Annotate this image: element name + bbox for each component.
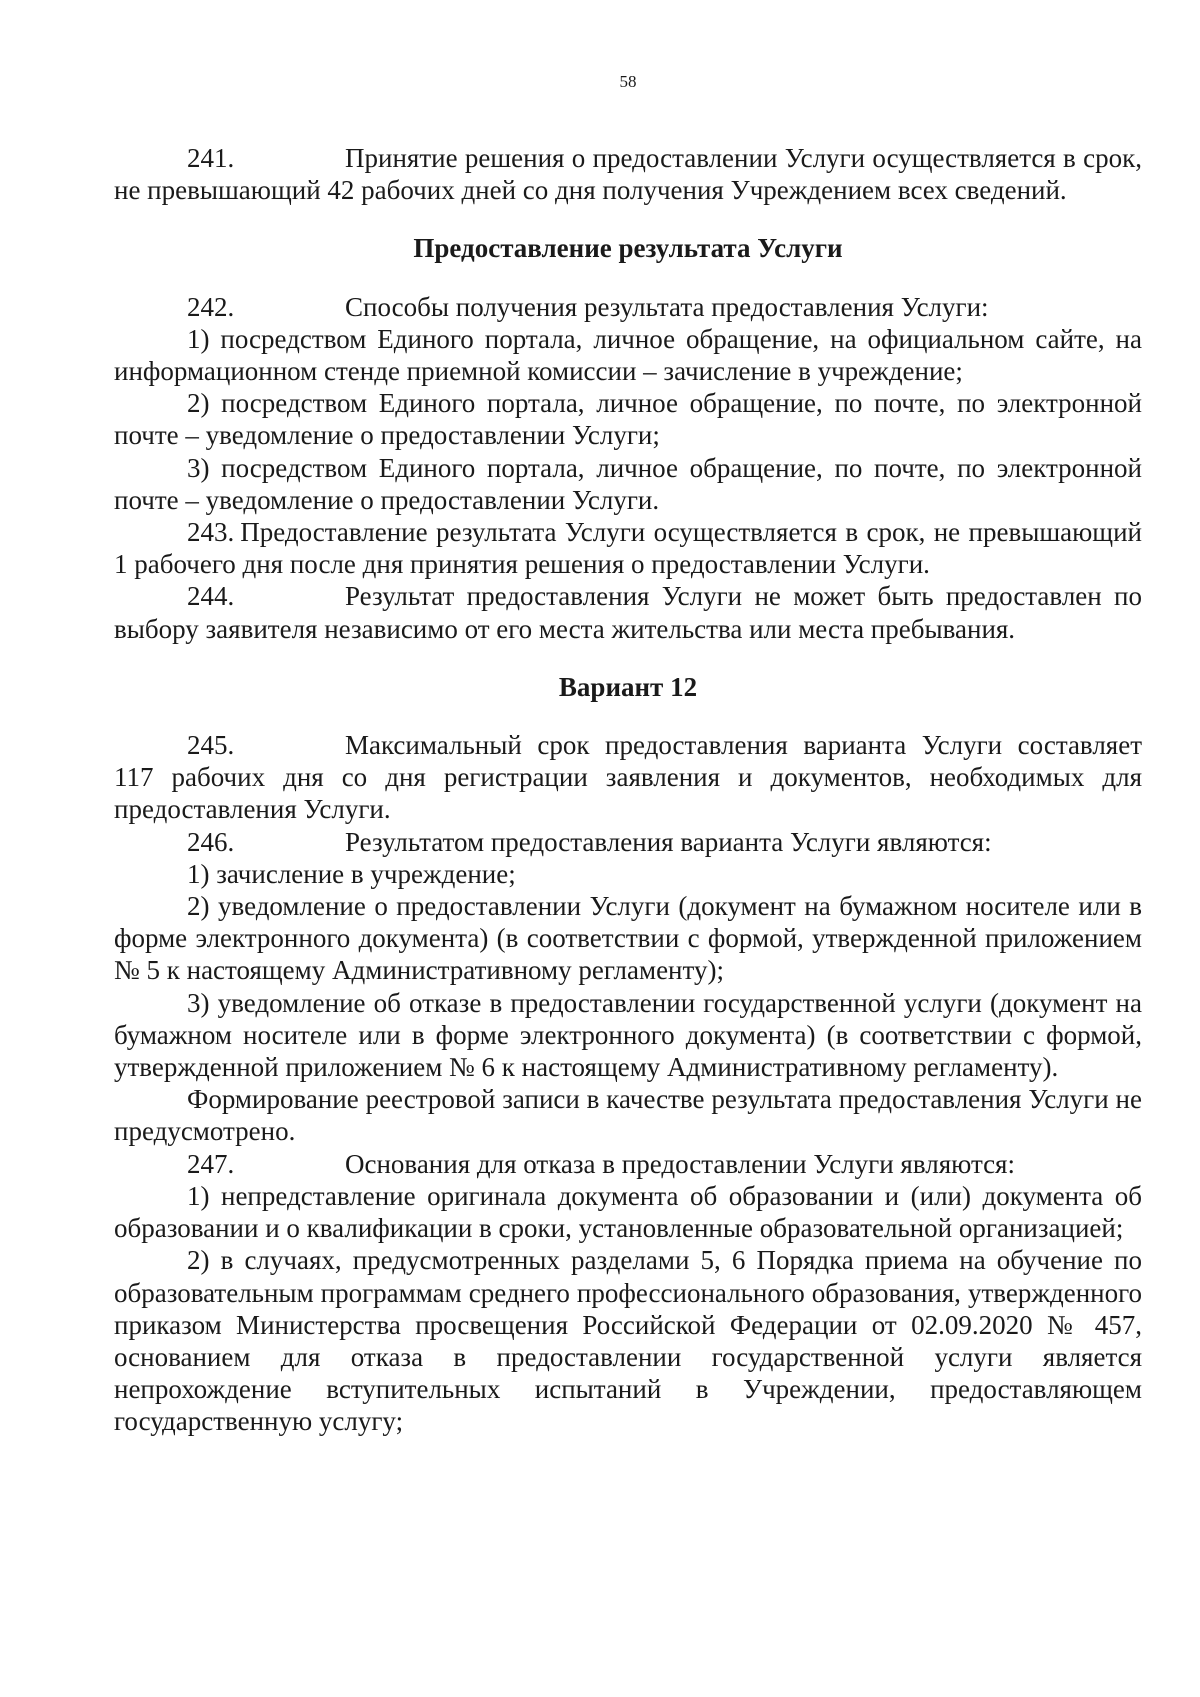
paragraph-text: Предоставление результата Услуги осуществляется в срок, не превышающий 1 рабочего дня после дня принятия решения о предоставлении Услуги. bbox=[114, 517, 1142, 580]
list-item-246-3: 3) уведомление об отказе в предоставлении государственной услуги (документ на бумажном носителе или в форме электронного документа) (в соответствии с формой, утвержденной приложением № 6 к настоящему Административному регламенту). bbox=[114, 987, 1142, 1083]
list-item-242-2: 2) посредством Единого портала, личное обращение, по почте, по электронной почте – уведомление о предоставлении Услуги; bbox=[114, 388, 1142, 451]
list-item-242-3: 3) посредством Единого портала, личное обращение, по почте, по электронной почте – уведомление о предоставлении Услуги. bbox=[114, 452, 1142, 515]
paragraph-text: Результат предоставления Услуги не может быть предоставлен по выбору заявителя независимо от его места жительства или места пребывания. bbox=[114, 581, 1142, 644]
paragraph-245 bbox=[114, 729, 1142, 826]
section-heading-result: Предоставление результата Услуги bbox=[413, 233, 843, 264]
paragraph-text: Результатом предоставления варианта Услуги являются: bbox=[345, 826, 992, 857]
paragraph-246 bbox=[114, 826, 1142, 858]
paragraph-number: 241. bbox=[187, 143, 235, 173]
list-item-242-1: 1) посредством Единого портала, личное обращение, на официальном сайте, на информационном стенде приемной комиссии – зачисление в учреждение; bbox=[114, 323, 1142, 387]
paragraph-text: Принятие решения о предоставлении Услуги осуществляется в срок, не превышающий 42 рабочих дней со дня получения Учреждением всех сведений. bbox=[114, 143, 1142, 206]
paragraph-247 bbox=[114, 1148, 1142, 1180]
paragraph-number: 243. bbox=[187, 517, 235, 548]
paragraph-244 bbox=[114, 580, 1142, 644]
paragraph-246-note: Формирование реестровой записи в качестве результата предоставления Услуги не предусмотрено. bbox=[114, 1084, 1142, 1147]
paragraph-text: Способы получения результата предоставления Услуги: bbox=[345, 291, 989, 322]
paragraph-number: 247. bbox=[187, 1148, 235, 1179]
page-number: 58 bbox=[619, 72, 637, 91]
paragraph-number: 242. bbox=[187, 291, 235, 322]
section-heading-variant: Вариант 12 bbox=[558, 671, 698, 702]
list-item-246-2: 2) уведомление о предоставлении Услуги (документ на бумажном носителе или в форме электронного документа) (в соответствии с формой, утвержденной приложением № 5 к настоящему Административному регламенту); bbox=[114, 891, 1142, 986]
paragraph-number: 246. bbox=[187, 826, 235, 857]
list-item-246-1: 1) зачисление в учреждение; bbox=[187, 858, 516, 889]
paragraph-242 bbox=[114, 291, 1142, 323]
paragraph-number: 245. bbox=[187, 730, 235, 761]
paragraph-243 bbox=[114, 516, 1142, 580]
paragraph-241 bbox=[114, 142, 1142, 206]
list-item-247-1: 1) непредставление оригинала документа об образовании и (или) документа об образовании и о квалификации в сроки, установленные образовательной организацией; bbox=[114, 1180, 1142, 1244]
paragraph-number: 244. bbox=[187, 581, 235, 612]
paragraph-text: Основания для отказа в предоставлении Услуги являются: bbox=[345, 1148, 1015, 1179]
paragraph-text: Максимальный срок предоставления варианта Услуги составляет 117 рабочих дня со дня регистрации заявления и документов, необходимых для предоставления Услуги. bbox=[114, 730, 1142, 825]
list-item-247-2: 2) в случаях, предусмотренных разделами 5, 6 Порядка приема на обучение по образовательным программам среднего профессионального образования, утвержденного приказом Министерства просвещения Российской Федерации от 02.09.2020 № 457, основанием для отказа в предоставлении государственной услуги является непрохождение вступительных испытаний в Учреждении, предоставляющем государственную услугу; bbox=[114, 1245, 1142, 1437]
document-body bbox=[114, 142, 1142, 1438]
